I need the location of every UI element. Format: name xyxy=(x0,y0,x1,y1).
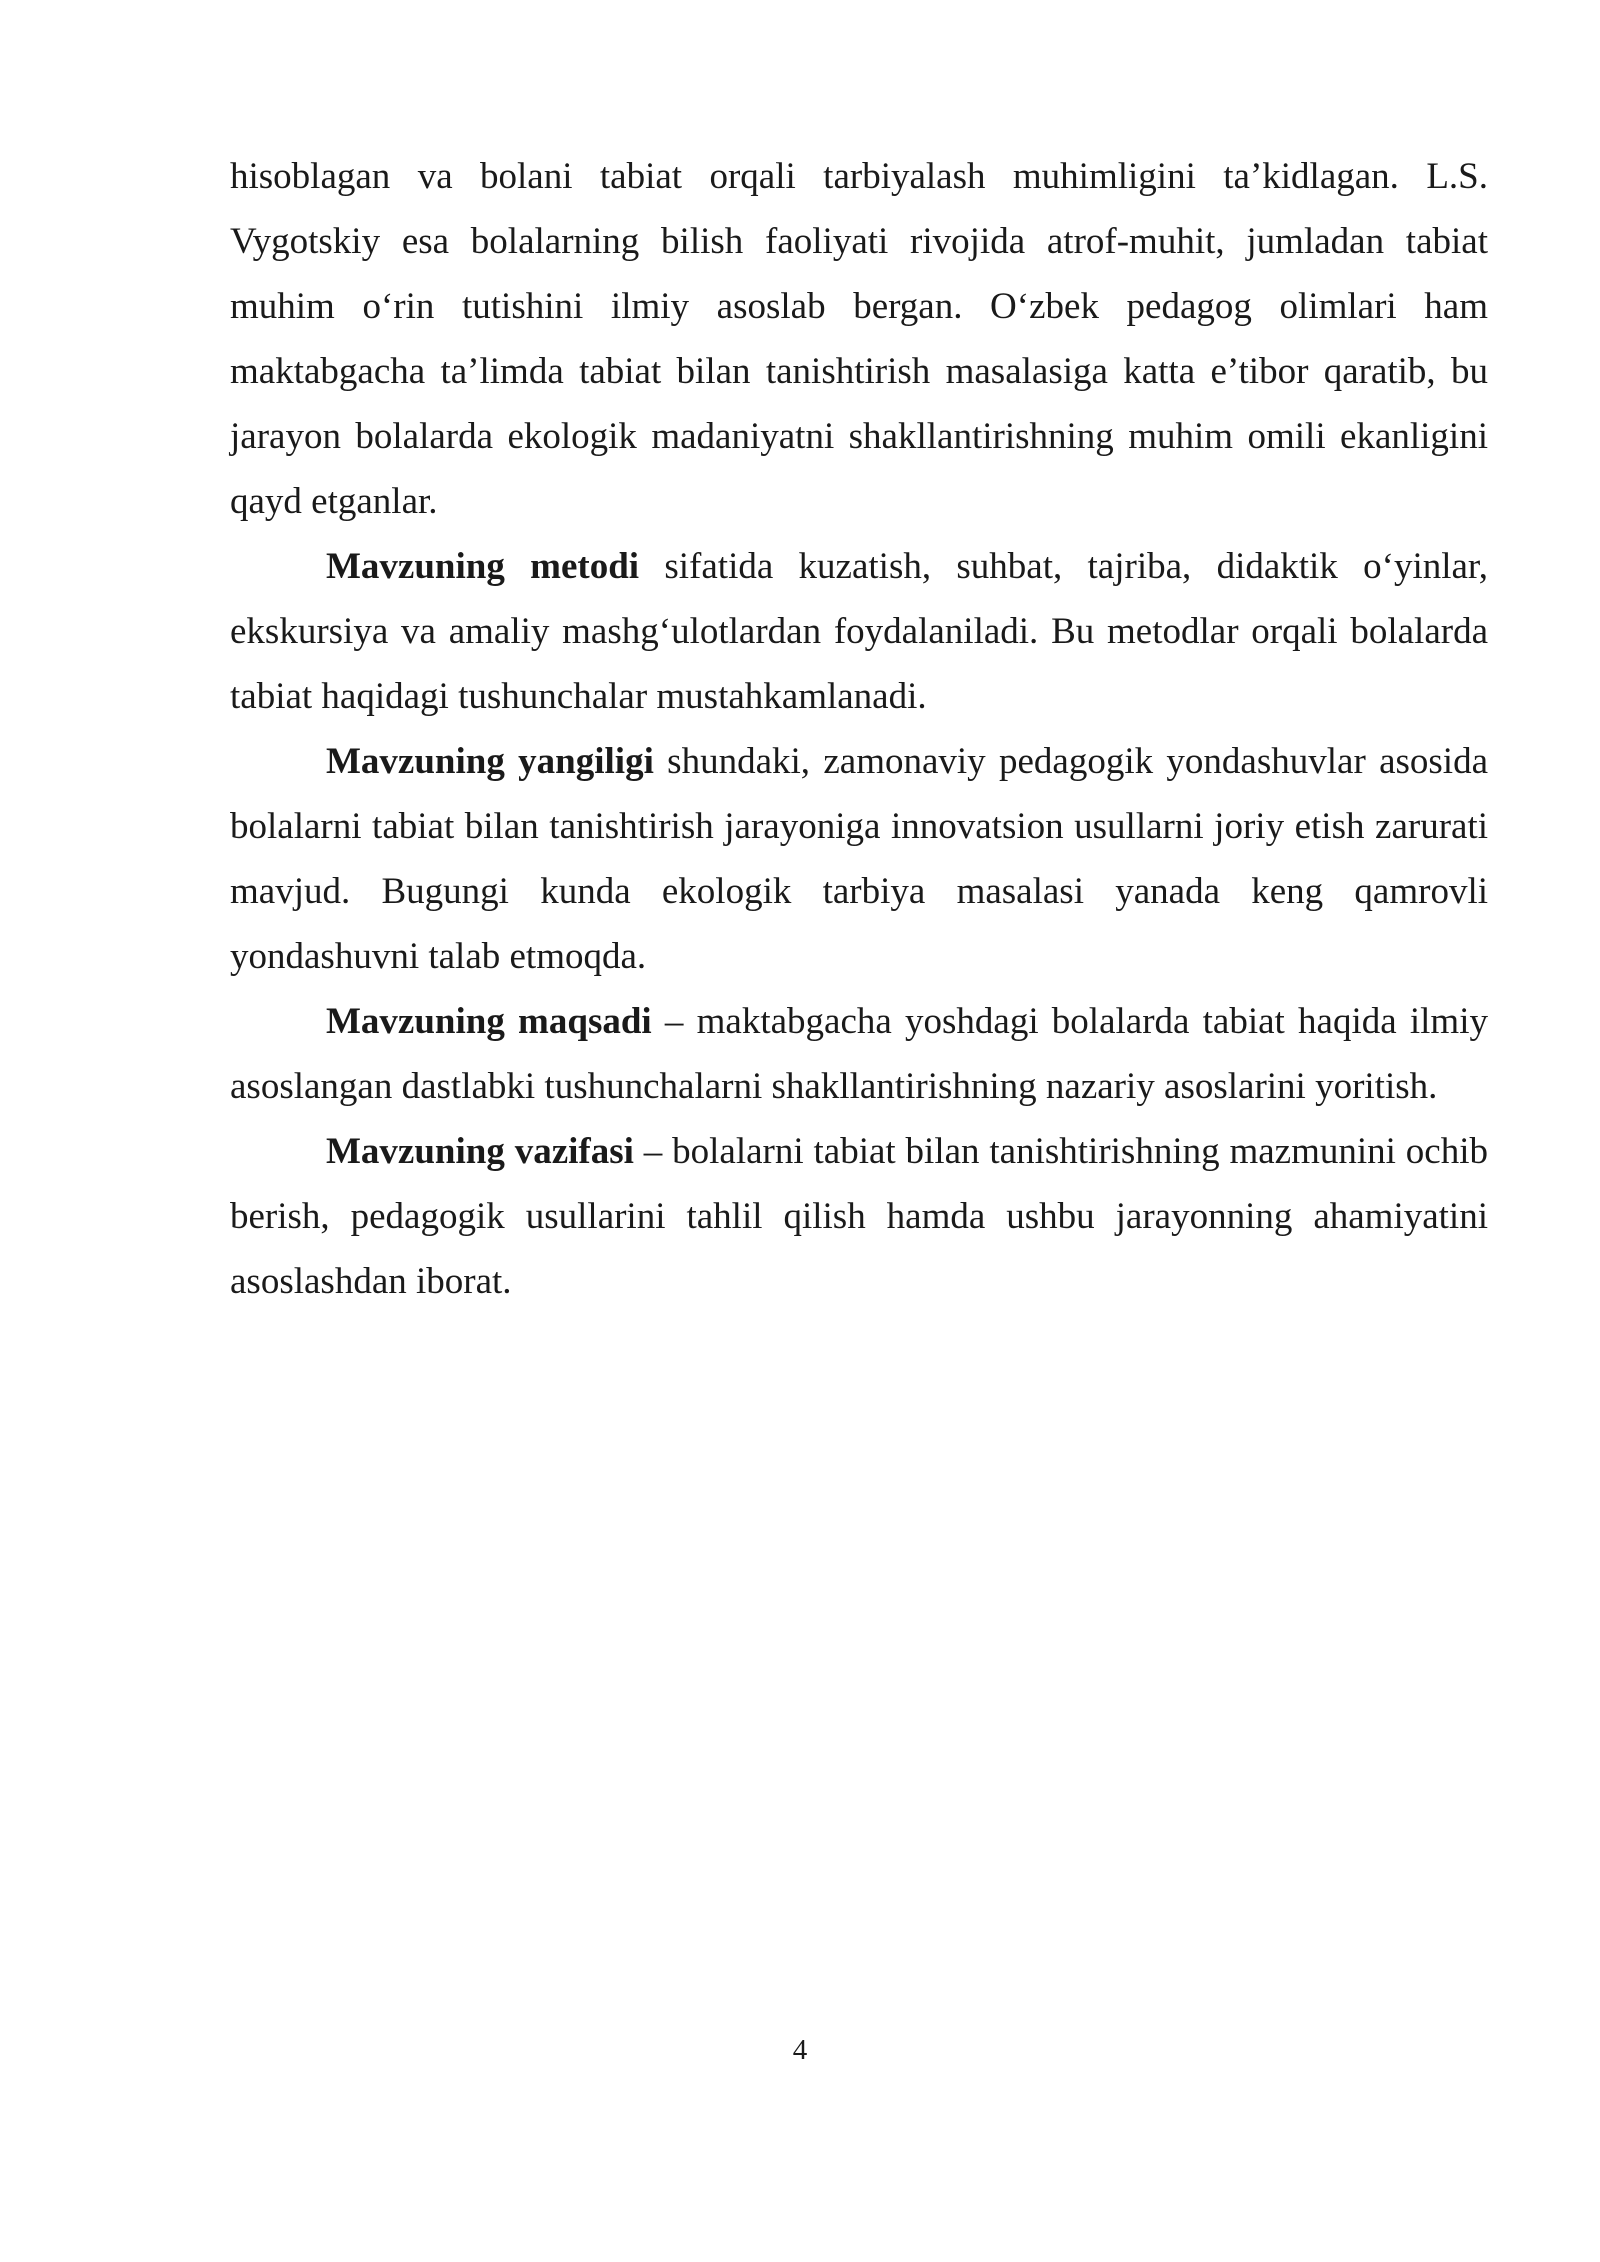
paragraph-intro-continuation xyxy=(230,144,1488,534)
paragraph-text: – maktabgacha yoshdagi bolalarda tabiat haqida ilmiy asoslangan dastlabki tushunchalarni shakllantirishning nazariy asoslarini yoritish. xyxy=(230,1001,1488,1107)
paragraph-heading-tasks: Mavzuning vazifasi xyxy=(326,1131,634,1172)
paragraph-heading-goal: Mavzuning maqsadi xyxy=(326,1001,652,1042)
document-body xyxy=(230,144,1488,1314)
paragraph-novelty xyxy=(230,729,1488,989)
paragraph-heading-method: Mavzuning metodi xyxy=(326,546,640,587)
paragraph-text: sifatida kuzatish, suhbat, tajriba, didaktik o‘yinlar, ekskursiya va amaliy mashg‘ulotlardan foydalaniladi. Bu metodlar orqali bolalarda tabiat haqidagi tushunchalar mustahkamlanadi. xyxy=(230,546,1489,717)
paragraph-text: shundaki, zamonaviy pedagogik yondashuvlar asosida bolalarni tabiat bilan tanishtirish jarayoniga innovatsion usullarni joriy etish zarurati mavjud. Bugungi kunda ekologik tarbiya masalasi yanada keng qamrovli yondashuvni talab etmoqda. xyxy=(230,741,1488,977)
paragraph-method xyxy=(230,534,1488,729)
paragraph-heading-novelty: Mavzuning yangiligi xyxy=(326,741,654,782)
paragraph-tasks xyxy=(230,1119,1488,1314)
paragraph-text: – bolalarni tabiat bilan tanishtirishning mazmunini ochib berish, pedagogik usullarini tahlil qilish hamda ushbu jarayonning ahamiyatini asoslashdan iborat. xyxy=(230,1131,1488,1302)
page-number: 4 xyxy=(792,2034,808,2066)
paragraph-text: hisoblagan va bolani tabiat orqali tarbiyalash muhimligini ta’kidlagan. L.S. Vygotskiy esa bolalarning bilish faoliyati rivojida atrof-muhit, jumladan tabiat muhim o‘rin tutishini ilmiy asoslab bergan. O‘zbek pedagog olimlari ham maktabgacha ta’limda tabiat bilan tanishtirish masalasiga katta e’tibor qaratib, bu jarayon bolalarda ekologik madaniyatni shakllantirishning muhim omili ekanligini qayd etganlar. xyxy=(230,156,1488,522)
paragraph-goal xyxy=(230,989,1488,1119)
